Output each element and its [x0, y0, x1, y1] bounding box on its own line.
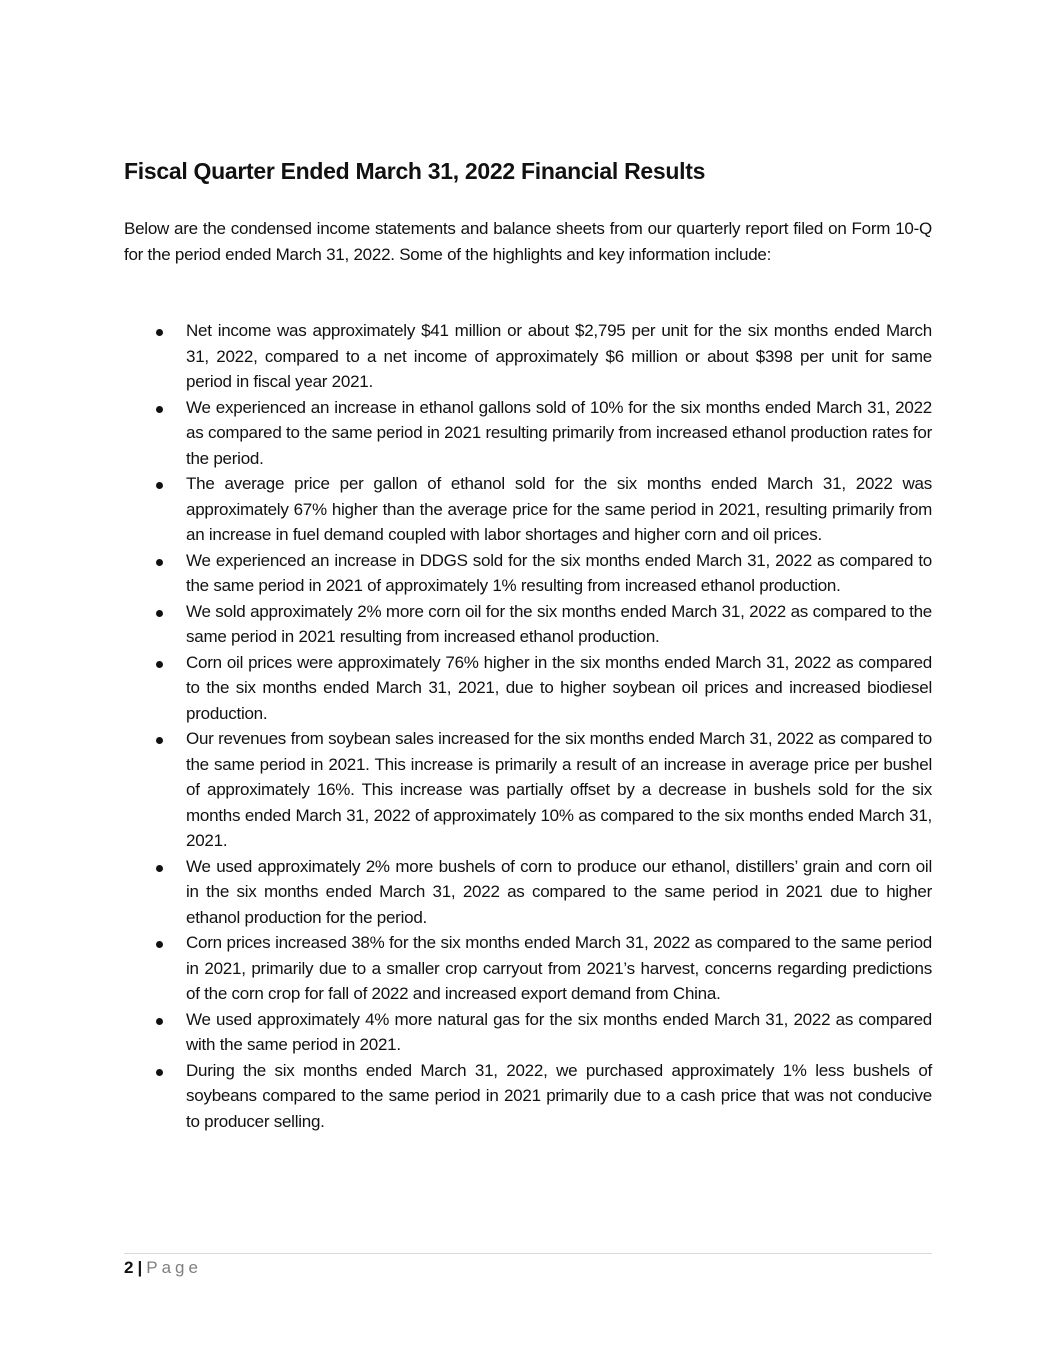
list-item-text: We used approximately 4% more natural gas for the six months ended March 31, 2022 as compared with the same period in 2021. [186, 1009, 932, 1054]
page-separator: | [137, 1258, 143, 1277]
list-item [124, 599, 932, 650]
list-item [124, 318, 932, 395]
list-item-text: We experienced an increase in DDGS sold for the six months ended March 31, 2022 as compared to the same period in 2021 of approximately 1% resulting from increased ethanol production. [186, 550, 932, 595]
list-item-text: During the six months ended March 31, 2022, we purchased approximately 1% less bushels of soybeans compared to the same period in 2021 primarily due to a cash price that was not conducive to producer selling. [186, 1060, 932, 1131]
bullet-icon [156, 1069, 163, 1076]
list-item-text: Corn prices increased 38% for the six months ended March 31, 2022 as compared to the same period in 2021, primarily due to a smaller crop carryout from 2021’s harvest, concerns regarding predictions of the corn crop for fall of 2022 and increased export demand from China. [186, 933, 932, 1003]
list-item [124, 854, 932, 931]
list-item-text: We sold approximately 2% more corn oil for the six months ended March 31, 2022 as compared to the same period in 2021 resulting from increased ethanol production. [186, 601, 932, 646]
list-item-text: We experienced an increase in ethanol gallons sold of 10% for the six months ended March 31, 2022 as compared to the same period in 2021 resulting primarily from increased ethanol production rates for the period. [186, 397, 932, 468]
list-item-text: We used approximately 2% more bushels of corn to produce our ethanol, distillers’ grain and corn oil in the six months ended March 31, 2022 as compared to the same period in 2021 due to higher ethanol production for the period. [186, 856, 932, 927]
list-item-text: The average price per gallon of ethanol sold for the six months ended March 31, 2022 was approximately 67% higher than the average price for the same period in 2021, resulting primarily from an increase in fuel demand coupled with labor shortages and higher corn and oil prices. [186, 474, 932, 544]
list-item-text: Our revenues from soybean sales increased for the six months ended March 31, 2022 as compared to the same period in 2021. This increase is primarily a result of an increase in average price per bushel of approximately 16%. This increase was partially offset by a decrease in bushels sold for the six months ended March 31, 2022 of approximately 10% as compared to the six months ended March 31, 2021. [186, 729, 932, 850]
bullet-icon [156, 865, 163, 872]
intro-paragraph: Below are the condensed income statements and balance sheets from our quarterly report filed on Form 10-Q for the period ended March 31, 2022. Some of the highlights and key information include: [124, 219, 932, 264]
page-footer [124, 1258, 202, 1278]
list-item [124, 1058, 932, 1135]
bullet-icon [156, 406, 163, 413]
list-item [124, 930, 932, 1007]
bullet-icon [156, 1018, 163, 1025]
bullet-icon [156, 329, 163, 336]
list-item [124, 1007, 932, 1058]
bullet-icon [156, 559, 163, 566]
list-item-text: Corn oil prices were approximately 76% higher in the six months ended March 31, 2022 as compared to the six months ended March 31, 2021, due to higher soybean oil prices and increased biodiesel production. [186, 652, 932, 723]
page-number: 2 [124, 1258, 134, 1277]
bullet-icon [156, 737, 163, 744]
page-label: Page [146, 1258, 202, 1277]
page-title: Fiscal Quarter Ended March 31, 2022 Financial Results [124, 158, 706, 184]
bullet-icon [156, 941, 163, 948]
list-item [124, 726, 932, 854]
list-item [124, 471, 932, 548]
bullet-icon [156, 610, 163, 617]
footer-divider [124, 1253, 932, 1254]
list-item [124, 395, 932, 472]
bullet-icon [156, 482, 163, 489]
list-item-text: Net income was approximately $41 million or about $2,795 per unit for the six months ended March 31, 2022, compared to a net income of approximately $6 million or about $398 per unit for same period in fiscal year 2021. [186, 321, 932, 391]
highlights-list [124, 318, 932, 1134]
bullet-icon [156, 661, 163, 668]
list-item [124, 548, 932, 599]
list-item [124, 650, 932, 727]
